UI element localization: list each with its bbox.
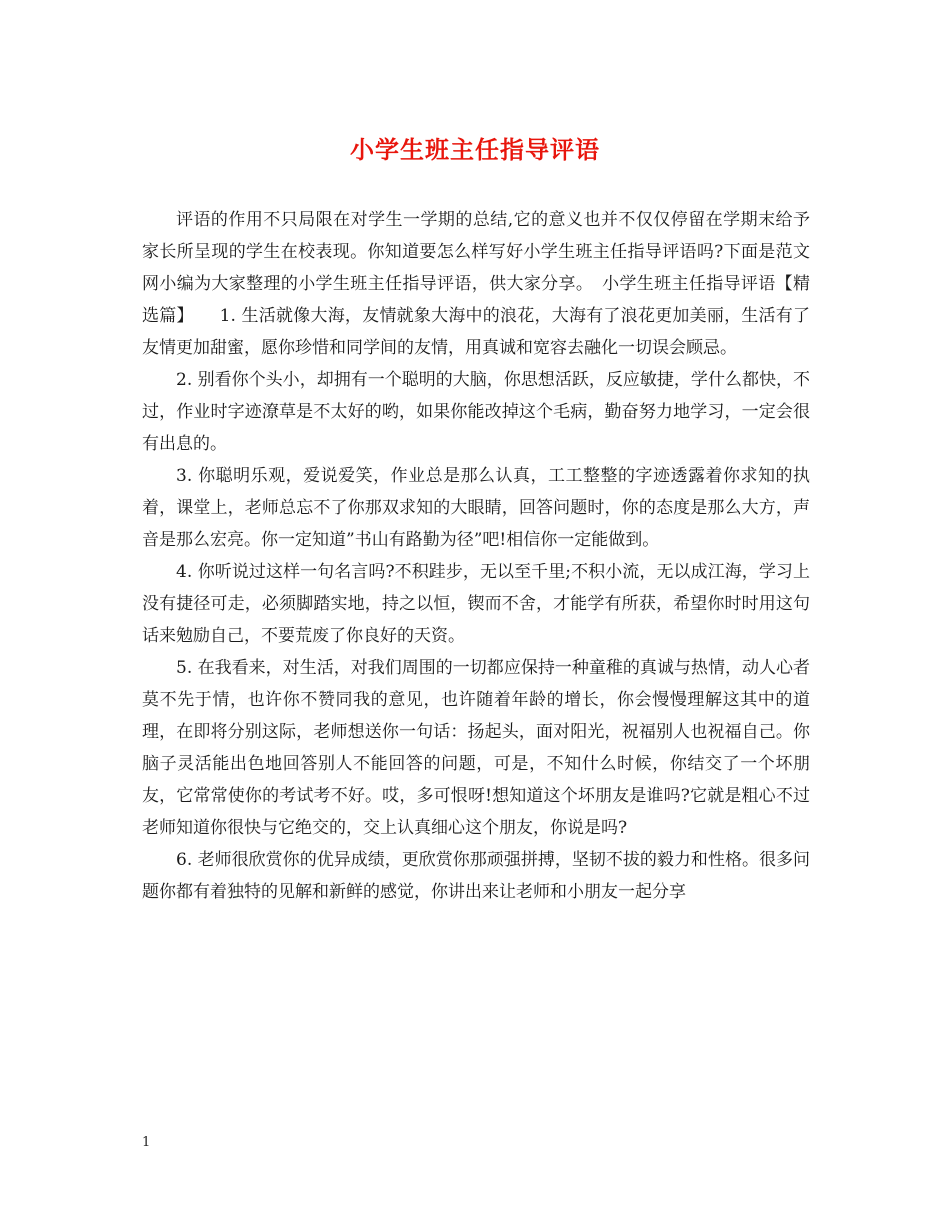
paragraph-4: 4. 你听说过这样一句名言吗?不积跬步，无以至千里;不积小流，无以成江海，学习上没有捷径可走，必须脚踏实地，持之以恒，锲而不舍，才能学有所获，希望你时时用这句话来勉励自己，不要荒废了你良好的天资。: [142, 562, 810, 646]
document-body: [142, 204, 810, 908]
paragraph-3: 3. 你聪明乐观，爱说爱笑，作业总是那么认真，工工整整的字迹透露着你求知的执着，课堂上，老师总忘不了你那双求知的大眼睛，回答问题时，你的态度是那么大方，声音是那么宏亮。你一定知道”书山有路勤为径”吧!相信你一定能做到。: [142, 466, 810, 550]
document-title: 小学生班主任指导评语: [350, 135, 600, 164]
paragraph-2: 2. 别看你个头小，却拥有一个聪明的大脑，你思想活跃，反应敏捷，学什么都快，不过，作业时字迹潦草是不太好的哟，如果你能改掉这个毛病，勤奋努力地学习，一定会很有出息的。: [142, 370, 810, 454]
paragraph-intro: 评语的作用不只局限在对学生一学期的总结,它的意义也并不仅仅停留在学期末给予家长所呈现的学生在校表现。你知道要怎么样写好小学生班主任指导评语吗?下面是范文网小编为大家整理的小学生班主任指导评语，供大家分享。 小学生班主任指导评语【精选篇】 1. 生活就像大海，友情就象大海中的浪花，大海有了浪花更加美丽，生活有了友情更加甜蜜，愿你珍惜和同学间的友情，用真诚和宽容去融化一切误会顾忌。: [142, 210, 810, 358]
page-number: 1: [142, 1135, 151, 1150]
paragraph-6: 6. 老师很欣赏你的优异成绩，更欣赏你那顽强拼搏，坚韧不拔的毅力和性格。很多问题你都有着独特的见解和新鲜的感觉，你讲出来让老师和小朋友一起分享: [142, 850, 810, 902]
paragraph-5: 5. 在我看来，对生活，对我们周围的一切都应保持一种童稚的真诚与热情，动人心者莫不先于情，也许你不赞同我的意见，也许随着年龄的增长，你会慢慢理解这其中的道理，在即将分别这际，老师想送你一句话：扬起头，面对阳光，祝福别人也祝福自己。你脑子灵活能出色地回答别人不能回答的问题，可是，不知什么时候，你结交了一个坏朋友，它常常使你的考试考不好。哎，多可恨呀!想知道这个坏朋友是谁吗?它就是粗心不过老师知道你很快与它绝交的，交上认真细心这个朋友，你说是吗?: [142, 658, 810, 838]
